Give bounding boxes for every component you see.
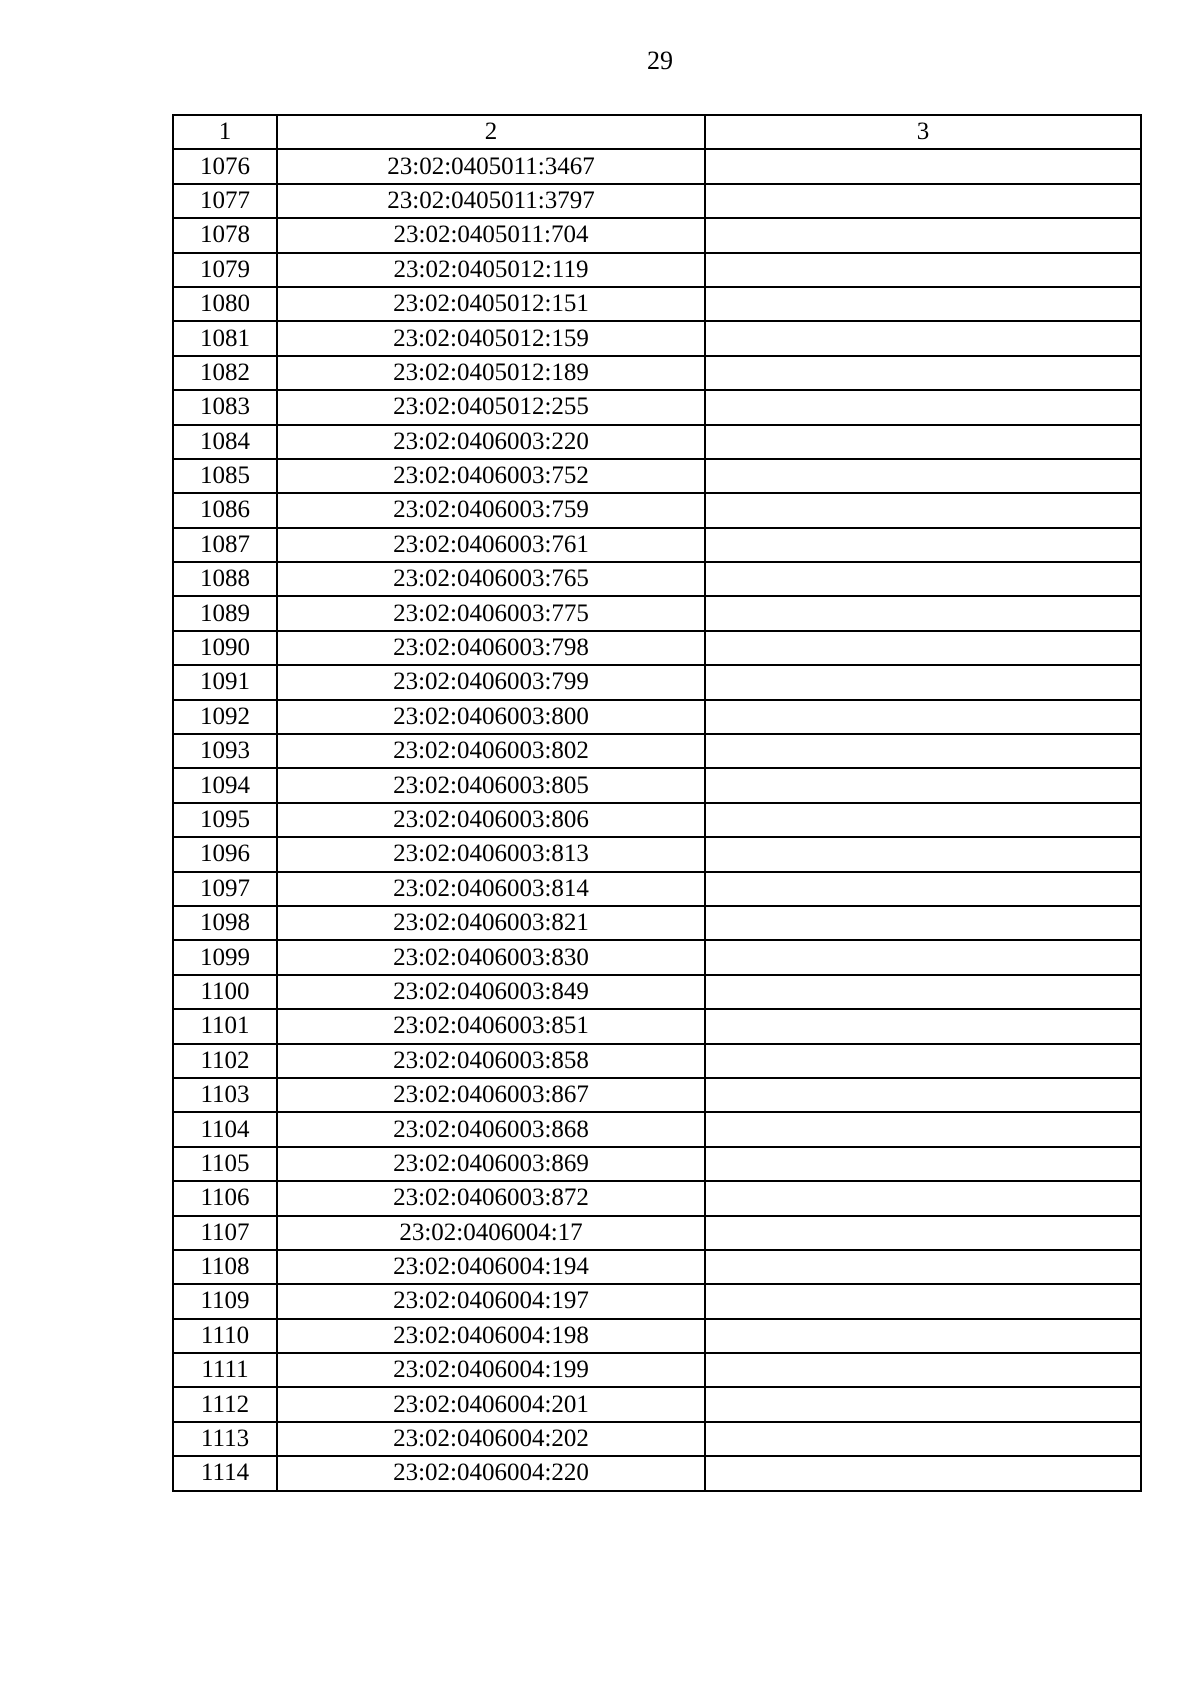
table-row xyxy=(173,1044,1141,1078)
row-number-cell: 1094 xyxy=(173,768,277,802)
table-row xyxy=(173,700,1141,734)
row-number-cell: 1110 xyxy=(173,1319,277,1353)
cadastral-number-cell: 23:02:0405011:3797 xyxy=(277,184,705,218)
table-row xyxy=(173,1181,1141,1215)
page-number: 29 xyxy=(647,46,673,75)
cadastral-number-cell: 23:02:0406003:868 xyxy=(277,1112,705,1146)
table-body xyxy=(173,115,1141,1491)
table-row xyxy=(173,837,1141,871)
row-number-cell: 1084 xyxy=(173,425,277,459)
row-number-cell: 1106 xyxy=(173,1181,277,1215)
notes-cell xyxy=(705,493,1141,527)
table-row xyxy=(173,562,1141,596)
cadastral-number-cell: 23:02:0406003:813 xyxy=(277,837,705,871)
row-number-cell: 1113 xyxy=(173,1422,277,1456)
notes-cell xyxy=(705,734,1141,768)
row-number-cell: 1102 xyxy=(173,1044,277,1078)
notes-cell xyxy=(705,803,1141,837)
table-row xyxy=(173,631,1141,665)
table-row xyxy=(173,253,1141,287)
row-number-cell: 1076 xyxy=(173,149,277,183)
row-number-cell: 1078 xyxy=(173,218,277,252)
table-row xyxy=(173,1353,1141,1387)
table-row xyxy=(173,1147,1141,1181)
table-row xyxy=(173,218,1141,252)
row-number-cell: 1087 xyxy=(173,528,277,562)
row-number-cell: 1083 xyxy=(173,390,277,424)
notes-cell xyxy=(705,149,1141,183)
row-number-cell: 1111 xyxy=(173,1353,277,1387)
table-row xyxy=(173,1319,1141,1353)
cadastral-number-cell: 23:02:0406003:220 xyxy=(277,425,705,459)
table-row xyxy=(173,287,1141,321)
row-number-cell: 1095 xyxy=(173,803,277,837)
table-row xyxy=(173,975,1141,1009)
cadastral-number-cell: 23:02:0405012:189 xyxy=(277,356,705,390)
notes-cell xyxy=(705,1112,1141,1146)
cadastral-number-cell: 23:02:0406003:858 xyxy=(277,1044,705,1078)
notes-cell xyxy=(705,700,1141,734)
cadastral-number-cell: 23:02:0406003:800 xyxy=(277,700,705,734)
table-row xyxy=(173,1112,1141,1146)
cadastral-number-cell: 23:02:0406003:867 xyxy=(277,1078,705,1112)
table-row xyxy=(173,1387,1141,1421)
row-number-cell: 1101 xyxy=(173,1009,277,1043)
cadastral-number-cell: 23:02:0406004:17 xyxy=(277,1216,705,1250)
cadastral-number-cell: 23:02:0406003:752 xyxy=(277,459,705,493)
cadastral-number-cell: 23:02:0405012:159 xyxy=(277,321,705,355)
notes-cell xyxy=(705,665,1141,699)
table-row xyxy=(173,149,1141,183)
row-number-cell: 1107 xyxy=(173,1216,277,1250)
table-row xyxy=(173,1216,1141,1250)
row-number-cell: 1085 xyxy=(173,459,277,493)
cadastral-number-cell: 23:02:0406003:761 xyxy=(277,528,705,562)
row-number-cell: 1092 xyxy=(173,700,277,734)
cadastral-table xyxy=(172,114,1142,1492)
row-number-cell: 1105 xyxy=(173,1147,277,1181)
row-number-cell: 1114 xyxy=(173,1456,277,1490)
row-number-cell: 1109 xyxy=(173,1284,277,1318)
table-row xyxy=(173,872,1141,906)
notes-cell xyxy=(705,906,1141,940)
table-row xyxy=(173,493,1141,527)
cadastral-number-cell: 23:02:0406003:805 xyxy=(277,768,705,802)
notes-cell xyxy=(705,1009,1141,1043)
table-row xyxy=(173,1078,1141,1112)
notes-cell xyxy=(705,872,1141,906)
row-number-cell: 1103 xyxy=(173,1078,277,1112)
table-row xyxy=(173,803,1141,837)
row-number-cell: 1090 xyxy=(173,631,277,665)
notes-cell xyxy=(705,1078,1141,1112)
header-cell-col2: 2 xyxy=(277,115,705,149)
table-row xyxy=(173,425,1141,459)
table-row xyxy=(173,665,1141,699)
cadastral-number-cell: 23:02:0405011:704 xyxy=(277,218,705,252)
row-number-cell: 1091 xyxy=(173,665,277,699)
notes-cell xyxy=(705,1044,1141,1078)
header-cell-col1: 1 xyxy=(173,115,277,149)
cadastral-number-cell: 23:02:0406003:814 xyxy=(277,872,705,906)
notes-cell xyxy=(705,1456,1141,1490)
row-number-cell: 1098 xyxy=(173,906,277,940)
table-row xyxy=(173,459,1141,493)
cadastral-number-cell: 23:02:0406004:194 xyxy=(277,1250,705,1284)
cadastral-number-cell: 23:02:0406003:759 xyxy=(277,493,705,527)
notes-cell xyxy=(705,1319,1141,1353)
notes-cell xyxy=(705,940,1141,974)
notes-cell xyxy=(705,287,1141,321)
table-row xyxy=(173,940,1141,974)
notes-cell xyxy=(705,390,1141,424)
notes-cell xyxy=(705,1353,1141,1387)
cadastral-number-cell: 23:02:0406003:830 xyxy=(277,940,705,974)
table-row xyxy=(173,906,1141,940)
table-row xyxy=(173,734,1141,768)
notes-cell xyxy=(705,631,1141,665)
row-number-cell: 1099 xyxy=(173,940,277,974)
table-row xyxy=(173,390,1141,424)
cadastral-number-cell: 23:02:0406004:202 xyxy=(277,1422,705,1456)
row-number-cell: 1108 xyxy=(173,1250,277,1284)
row-number-cell: 1088 xyxy=(173,562,277,596)
row-number-cell: 1096 xyxy=(173,837,277,871)
notes-cell xyxy=(705,1284,1141,1318)
cadastral-number-cell: 23:02:0406004:198 xyxy=(277,1319,705,1353)
notes-cell xyxy=(705,768,1141,802)
notes-cell xyxy=(705,321,1141,355)
notes-cell xyxy=(705,975,1141,1009)
notes-cell xyxy=(705,425,1141,459)
cadastral-table-container xyxy=(172,114,1142,1492)
cadastral-number-cell: 23:02:0406004:220 xyxy=(277,1456,705,1490)
notes-cell xyxy=(705,528,1141,562)
cadastral-number-cell: 23:02:0406003:765 xyxy=(277,562,705,596)
row-number-cell: 1093 xyxy=(173,734,277,768)
notes-cell xyxy=(705,1147,1141,1181)
cadastral-number-cell: 23:02:0406004:199 xyxy=(277,1353,705,1387)
notes-cell xyxy=(705,459,1141,493)
cadastral-number-cell: 23:02:0406003:775 xyxy=(277,596,705,630)
cadastral-number-cell: 23:02:0406003:849 xyxy=(277,975,705,1009)
header-cell-col3: 3 xyxy=(705,115,1141,149)
cadastral-number-cell: 23:02:0406003:851 xyxy=(277,1009,705,1043)
table-row xyxy=(173,1284,1141,1318)
cadastral-number-cell: 23:02:0406003:798 xyxy=(277,631,705,665)
notes-cell xyxy=(705,1216,1141,1250)
table-row xyxy=(173,1456,1141,1490)
cadastral-number-cell: 23:02:0406003:821 xyxy=(277,906,705,940)
cadastral-number-cell: 23:02:0406003:806 xyxy=(277,803,705,837)
row-number-cell: 1097 xyxy=(173,872,277,906)
cadastral-number-cell: 23:02:0406003:869 xyxy=(277,1147,705,1181)
table-row xyxy=(173,321,1141,355)
cadastral-number-cell: 23:02:0406004:197 xyxy=(277,1284,705,1318)
cadastral-number-cell: 23:02:0406003:799 xyxy=(277,665,705,699)
notes-cell xyxy=(705,184,1141,218)
row-number-cell: 1100 xyxy=(173,975,277,1009)
row-number-cell: 1089 xyxy=(173,596,277,630)
notes-cell xyxy=(705,1387,1141,1421)
notes-cell xyxy=(705,1181,1141,1215)
table-row xyxy=(173,356,1141,390)
cadastral-number-cell: 23:02:0405011:3467 xyxy=(277,149,705,183)
notes-cell xyxy=(705,596,1141,630)
cadastral-number-cell: 23:02:0406004:201 xyxy=(277,1387,705,1421)
row-number-cell: 1086 xyxy=(173,493,277,527)
notes-cell xyxy=(705,1250,1141,1284)
row-number-cell: 1112 xyxy=(173,1387,277,1421)
notes-cell xyxy=(705,837,1141,871)
table-row xyxy=(173,1250,1141,1284)
cadastral-number-cell: 23:02:0405012:151 xyxy=(277,287,705,321)
cadastral-number-cell: 23:02:0406003:802 xyxy=(277,734,705,768)
table-row xyxy=(173,1009,1141,1043)
table-row xyxy=(173,596,1141,630)
table-row xyxy=(173,184,1141,218)
table-row xyxy=(173,1422,1141,1456)
row-number-cell: 1080 xyxy=(173,287,277,321)
row-number-cell: 1077 xyxy=(173,184,277,218)
row-number-cell: 1082 xyxy=(173,356,277,390)
row-number-cell: 1081 xyxy=(173,321,277,355)
notes-cell xyxy=(705,218,1141,252)
table-row xyxy=(173,768,1141,802)
cadastral-number-cell: 23:02:0405012:119 xyxy=(277,253,705,287)
notes-cell xyxy=(705,562,1141,596)
cadastral-number-cell: 23:02:0405012:255 xyxy=(277,390,705,424)
row-number-cell: 1079 xyxy=(173,253,277,287)
notes-cell xyxy=(705,356,1141,390)
row-number-cell: 1104 xyxy=(173,1112,277,1146)
cadastral-number-cell: 23:02:0406003:872 xyxy=(277,1181,705,1215)
table-header-row xyxy=(173,115,1141,149)
notes-cell xyxy=(705,253,1141,287)
notes-cell xyxy=(705,1422,1141,1456)
table-row xyxy=(173,528,1141,562)
